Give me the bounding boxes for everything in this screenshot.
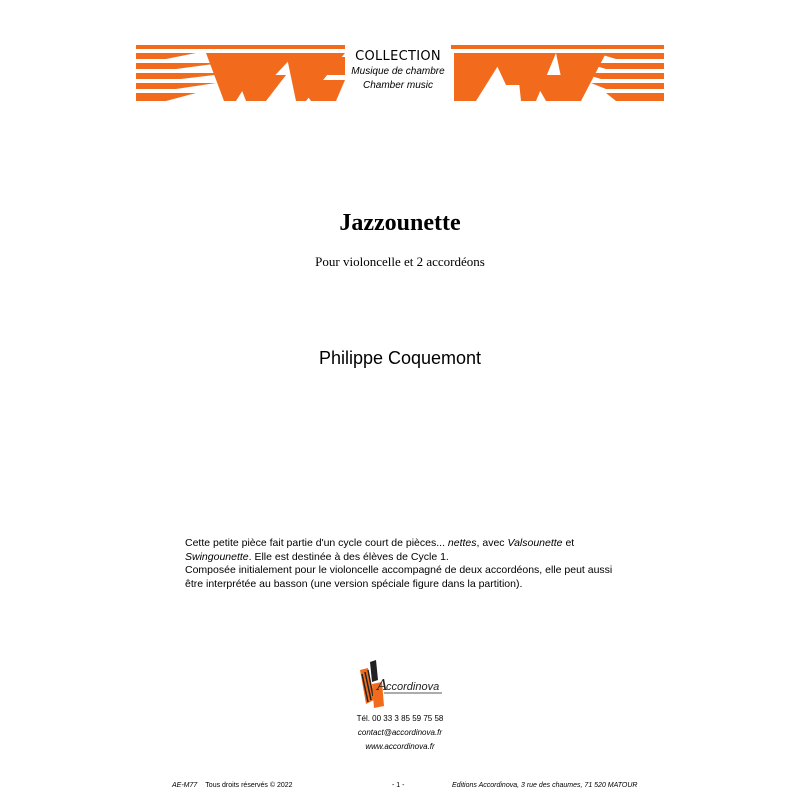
page-number: - 1 -: [392, 782, 405, 789]
instrumentation: Pour violoncelle et 2 accordéons: [315, 254, 485, 269]
footer-reference: [172, 782, 293, 789]
collection-label: [345, 45, 451, 101]
desc-text: . Elle est destinée à des élèves de Cycle 1.: [248, 550, 449, 563]
publisher-address: Editions Accordinova, 3 rue des chaumes, 71 520 MATOUR: [452, 782, 638, 789]
logo-letter: A: [377, 676, 388, 694]
website-link[interactable]: www.accordinova.fr: [365, 742, 435, 751]
email-link[interactable]: contact@accordinova.fr: [357, 728, 443, 737]
contact-block: [0, 712, 800, 754]
description-paragraph-1: [185, 537, 625, 564]
catalog-ref: AE-M77: [172, 782, 198, 789]
phone: Tél. 00 33 3 85 59 75 58: [356, 714, 444, 723]
collection-title: COLLECTION: [355, 49, 441, 64]
desc-em: nettes: [447, 537, 477, 549]
composer-name: Philippe Coquemont: [318, 348, 482, 368]
desc-em: Valsounette: [507, 537, 563, 549]
logo-text: ccordinova: [386, 681, 440, 693]
collection-subtitle-en: Chamber music: [362, 80, 434, 91]
score-title: Jazzounette: [339, 210, 461, 236]
collection-subtitle-fr: Musique de chambre: [351, 66, 445, 77]
desc-text: et: [562, 537, 575, 549]
desc-em: Swingounette: [185, 550, 249, 563]
accordinova-logo: [356, 660, 446, 708]
desc-text: , avec: [476, 537, 508, 549]
description-paragraph-2: Composée initialement pour le violoncelle accompagné de deux accordéons, elle peut aussi être interprétée au basson (une version spéciale figure dans la partition).: [185, 564, 613, 590]
rights-notice: Tous droits réservés © 2022: [205, 782, 293, 789]
desc-text: Cette petite pièce fait partie d'un cycle court de pièces...: [185, 537, 448, 549]
description: [185, 537, 625, 591]
